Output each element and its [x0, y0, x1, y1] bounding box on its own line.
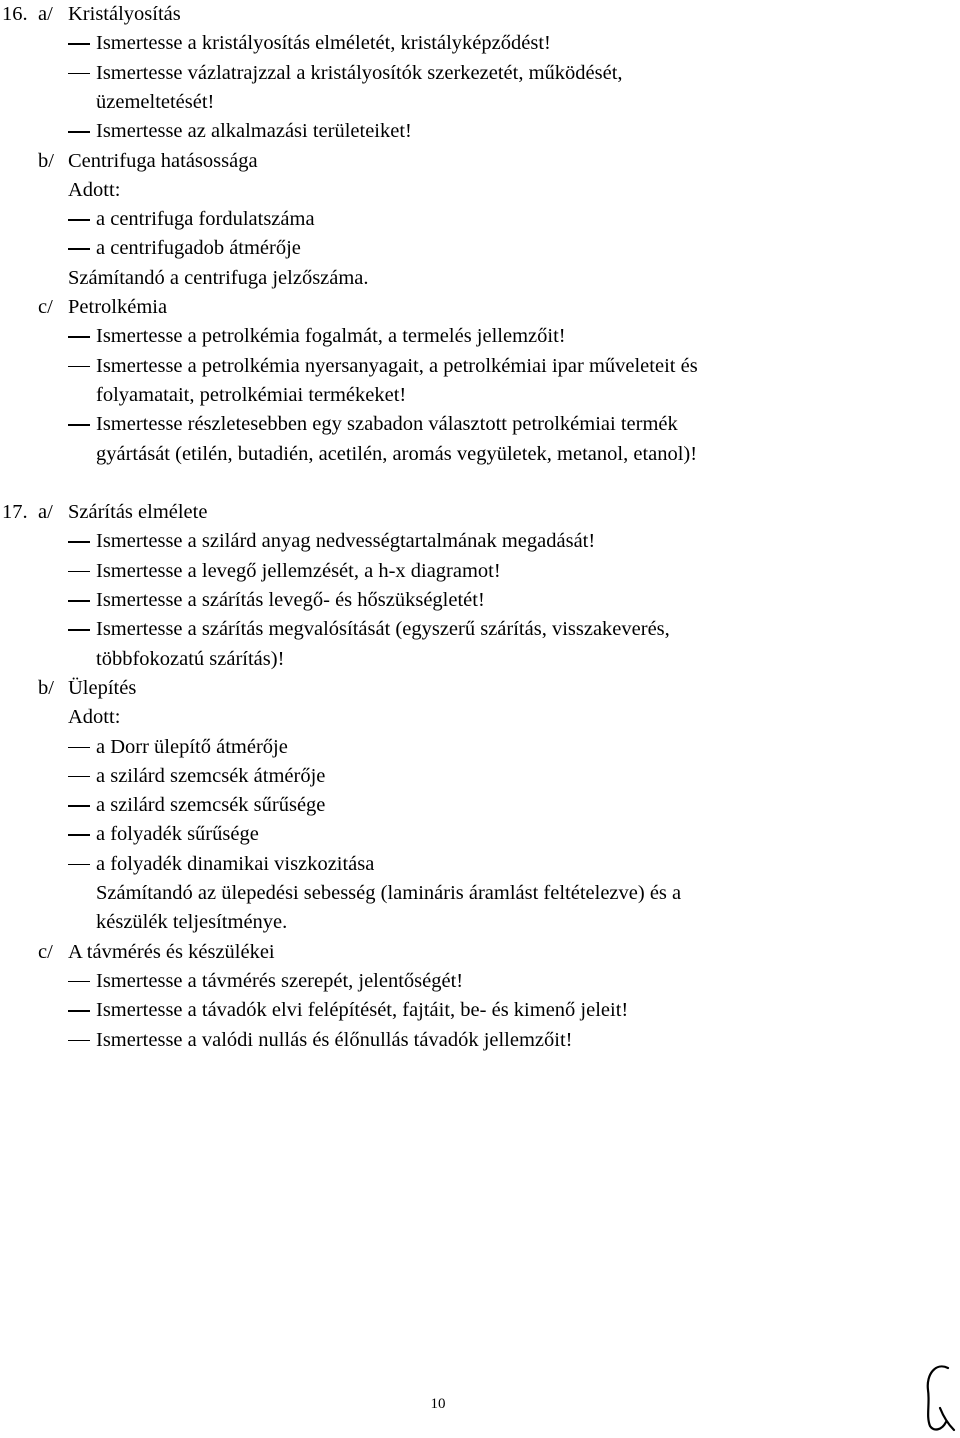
dash-bullet	[68, 1040, 90, 1042]
given-label: Adott:	[68, 178, 121, 201]
dash-bullet	[68, 43, 90, 45]
handwritten-signature	[918, 1360, 958, 1436]
part-title: A távmérés és készülékei	[68, 940, 275, 963]
list-item-text: folyamatait, petrolkémiai termékeket!	[96, 383, 407, 406]
dash-bullet	[68, 1010, 90, 1012]
dash-bullet	[68, 805, 90, 807]
part-label: c/	[38, 940, 53, 963]
dash-bullet	[68, 541, 90, 543]
dash-bullet	[68, 424, 90, 426]
list-item-text: Ismertesse a petrolkémia nyersanyagait, a petrolkémiai ipar műveleteit és	[96, 354, 698, 377]
list-item-text: Ismertesse a távmérés szerepét, jelentőségét!	[96, 969, 464, 992]
list-item-text: Ismertesse a szárítás megvalósítását (egyszerű szárítás, visszakeverés,	[96, 618, 670, 641]
dash-bullet	[68, 629, 90, 631]
given-item: a centrifuga fordulatszáma	[96, 208, 315, 231]
part-label: a/	[38, 501, 53, 524]
part-title: Ülepítés	[68, 676, 137, 699]
section-number: 16.	[2, 3, 28, 25]
list-item-text: Ismertesse a szilárd anyag nedvességtartalmának megadását!	[96, 530, 596, 553]
given-item: a szilárd szemcsék sűrűsége	[96, 794, 326, 817]
given-label: Adott:	[68, 706, 121, 729]
given-item: a folyadék sűrűsége	[96, 823, 259, 846]
dash-bullet	[68, 981, 90, 983]
section-number: 17.	[2, 501, 28, 524]
part-label: c/	[38, 296, 53, 318]
dash-bullet	[68, 747, 90, 749]
list-item-text: többfokozatú szárítás)!	[96, 647, 285, 670]
list-item-text: Ismertesse a levegő jellemzését, a h-x diagramot!	[96, 559, 501, 582]
dash-bullet	[68, 73, 90, 75]
dash-bullet	[68, 776, 90, 778]
part-label: b/	[38, 149, 54, 172]
part-label: b/	[38, 676, 54, 699]
dash-bullet	[68, 131, 90, 133]
list-item-text: Ismertesse a kristályosítás elméletét, kristályképződést!	[96, 32, 551, 55]
dash-bullet	[68, 864, 90, 866]
list-item-text: Ismertesse részletesebben egy szabadon választott petrolkémiai termék	[96, 413, 678, 436]
dash-bullet	[68, 336, 90, 338]
given-item: a centrifugadob átmérője	[96, 237, 301, 260]
list-item-text: Ismertesse vázlatrajzzal a kristályosítók szerkezetét, működését,	[96, 61, 623, 84]
given-item: a Dorr ülepítő átmérője	[96, 735, 288, 758]
part-title: Kristályosítás	[68, 3, 181, 25]
calculation-task: Számítandó a centrifuga jelzőszáma.	[68, 266, 369, 289]
dash-bullet	[68, 366, 90, 368]
calculation-task: készülék teljesítménye.	[96, 911, 288, 934]
list-item-text: gyártását (etilén, butadién, acetilén, aromás vegyületek, metanol, etanol)!	[96, 442, 698, 465]
given-item: a folyadék dinamikai viszkozitása	[96, 852, 375, 875]
dash-bullet	[68, 834, 90, 836]
list-item-text: Ismertesse a távadók elvi felépítését, fajtáit, be- és kimenő jeleit!	[96, 999, 629, 1022]
part-label: a/	[38, 3, 53, 25]
dash-bullet	[68, 219, 90, 221]
part-title: Petrolkémia	[68, 296, 168, 318]
dash-bullet	[68, 248, 90, 250]
list-item-text: üzemeltetését!	[96, 90, 215, 113]
list-item-text: Ismertesse a szárítás levegő- és hőszükségletét!	[96, 589, 485, 611]
dash-bullet	[68, 600, 90, 602]
part-title: Szárítás elmélete	[68, 501, 208, 524]
page-number: 10	[430, 1396, 446, 1412]
part-title: Centrifuga hatásossága	[68, 149, 258, 172]
dash-bullet	[68, 571, 90, 573]
list-item-text: Ismertesse a valódi nullás és élőnullás távadók jellemzőit!	[96, 1028, 573, 1051]
given-item: a szilárd szemcsék átmérője	[96, 764, 326, 787]
calculation-task: Számítandó az ülepedési sebesség (lamináris áramlást feltételezve) és a	[96, 882, 682, 904]
list-item-text: Ismertesse az alkalmazási területeiket!	[96, 120, 412, 143]
list-item-text: Ismertesse a petrolkémia fogalmát, a termelés jellemzőit!	[96, 325, 566, 348]
